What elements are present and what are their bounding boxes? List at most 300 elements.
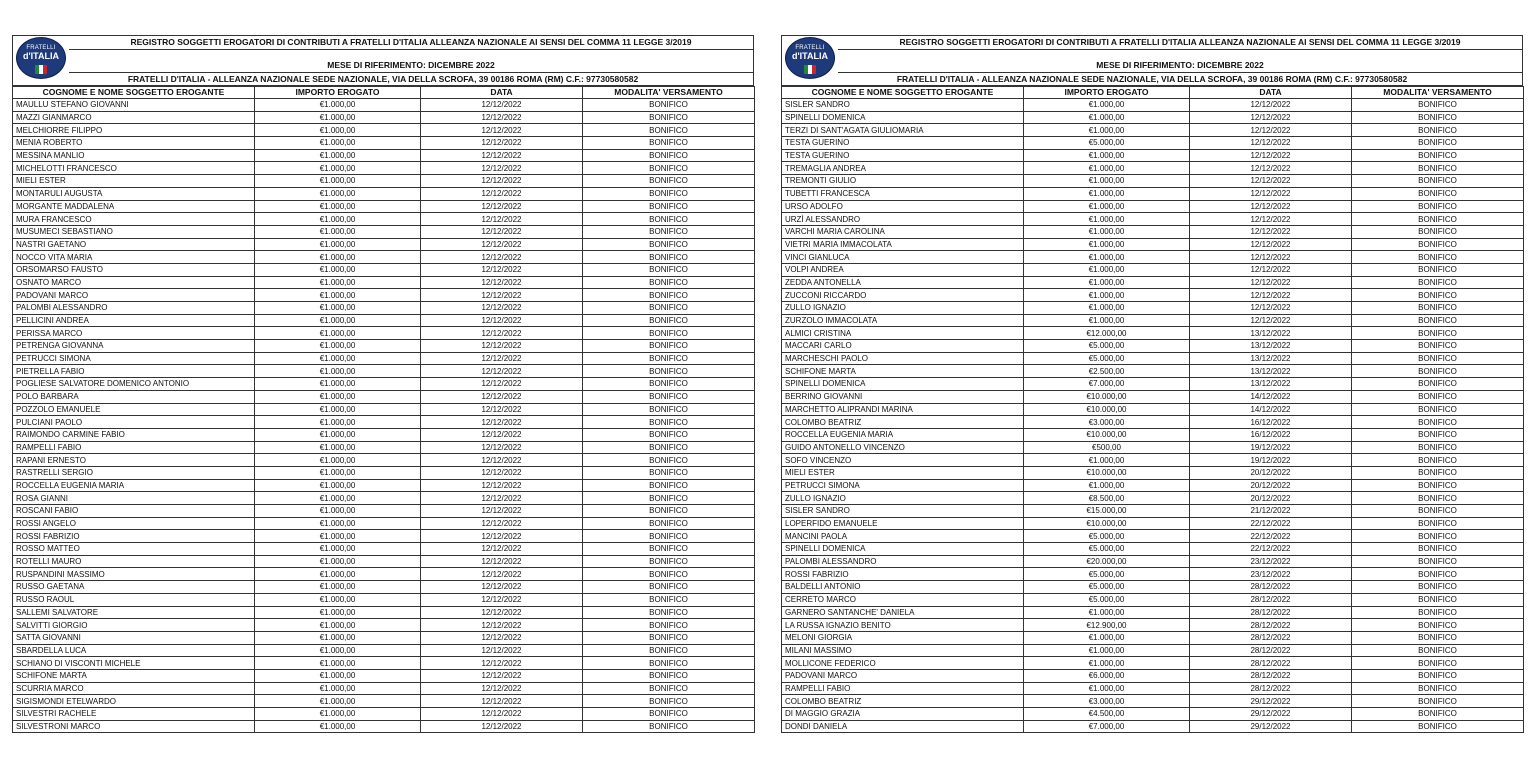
amount-cell: €1.000,00 — [255, 225, 421, 238]
date-cell: 12/12/2022 — [421, 213, 583, 226]
donor-name-cell: ROSSI FABRIZIO — [782, 568, 1024, 581]
donor-name-cell: SBARDELLA LUCA — [13, 644, 255, 657]
payment-mode-cell: BONIFICO — [583, 263, 755, 276]
table-row — [782, 111, 1524, 124]
donor-name-cell: SCHIANO DI VISCONTI MICHELE — [13, 657, 255, 670]
payment-mode-cell: BONIFICO — [583, 657, 755, 670]
fratelli-ditalia-logo — [785, 37, 835, 79]
table-row — [782, 708, 1524, 721]
payment-mode-cell: BONIFICO — [583, 314, 755, 327]
table-row — [782, 175, 1524, 188]
date-cell: 12/12/2022 — [421, 606, 583, 619]
table-row — [782, 669, 1524, 682]
payment-mode-cell: BONIFICO — [1352, 695, 1524, 708]
amount-cell: €1.000,00 — [1024, 238, 1190, 251]
payment-mode-cell: BONIFICO — [583, 428, 755, 441]
payment-mode-cell: BONIFICO — [583, 99, 755, 112]
table-row — [13, 606, 755, 619]
amount-cell: €1.000,00 — [255, 606, 421, 619]
donor-name-cell: PADOVANI MARCO — [782, 669, 1024, 682]
donor-name-cell: POGLIESE SALVATORE DOMENICO ANTONIO — [13, 378, 255, 391]
payment-mode-cell: BONIFICO — [1352, 619, 1524, 632]
table-row — [782, 682, 1524, 695]
register-title: REGISTRO SOGGETTI EROGATORI DI CONTRIBUTI A FRATELLI D'ITALIA ALLEANZA NAZIONALE AI SENSI DEL COMMA 11 LEGGE 3/2019 — [838, 36, 1522, 50]
register-sheet-left — [12, 35, 754, 733]
table-row — [13, 213, 755, 226]
date-cell: 22/12/2022 — [1190, 517, 1352, 530]
amount-cell: €12.000,00 — [1024, 327, 1190, 340]
table-row — [13, 187, 755, 200]
donor-name-cell: MURA FRANCESCO — [13, 213, 255, 226]
amount-cell: €15.000,00 — [1024, 505, 1190, 518]
amount-cell: €1.000,00 — [1024, 175, 1190, 188]
donor-name-cell: SCHIFONE MARTA — [782, 365, 1024, 378]
donor-name-cell: GUIDO ANTONELLO VINCENZO — [782, 441, 1024, 454]
table-row — [13, 403, 755, 416]
donor-name-cell: LA RUSSA IGNAZIO BENITO — [782, 619, 1024, 632]
amount-cell: €1.000,00 — [255, 593, 421, 606]
table-row — [782, 695, 1524, 708]
date-cell: 12/12/2022 — [421, 568, 583, 581]
table-row — [782, 314, 1524, 327]
payment-mode-cell: BONIFICO — [1352, 416, 1524, 429]
date-cell: 12/12/2022 — [1190, 276, 1352, 289]
amount-cell: €1.000,00 — [255, 187, 421, 200]
donor-name-cell: SILVESTRI RACHELE — [13, 708, 255, 721]
donor-name-cell: SIGISMONDI ETELWARDO — [13, 695, 255, 708]
donor-name-cell: SISLER SANDRO — [782, 99, 1024, 112]
table-row — [13, 644, 755, 657]
payment-mode-cell: BONIFICO — [583, 695, 755, 708]
table-row — [13, 708, 755, 721]
donor-name-cell: URZÌ ALESSANDRO — [782, 213, 1024, 226]
payment-mode-cell: BONIFICO — [1352, 213, 1524, 226]
amount-cell: €1.000,00 — [255, 378, 421, 391]
donor-name-cell: TESTA GUERINO — [782, 149, 1024, 162]
table-row — [782, 302, 1524, 315]
date-cell: 22/12/2022 — [1190, 543, 1352, 556]
table-row — [782, 454, 1524, 467]
donor-name-cell: RUSSO RAOUL — [13, 593, 255, 606]
table-row — [13, 657, 755, 670]
amount-cell: €1.000,00 — [255, 555, 421, 568]
payment-mode-cell: BONIFICO — [1352, 162, 1524, 175]
amount-cell: €1.000,00 — [255, 581, 421, 594]
logo-text-bottom: d'ITALIA — [792, 51, 828, 61]
table-row — [13, 505, 755, 518]
register-header — [781, 35, 1523, 86]
payment-mode-cell: BONIFICO — [583, 289, 755, 302]
donor-name-cell: PERISSA MARCO — [13, 327, 255, 340]
payment-mode-cell: BONIFICO — [1352, 505, 1524, 518]
table-row — [13, 454, 755, 467]
table-row — [782, 124, 1524, 137]
donor-name-cell: MARCHESCHI PAOLO — [782, 352, 1024, 365]
amount-cell: €1.000,00 — [1024, 314, 1190, 327]
date-cell: 12/12/2022 — [1190, 225, 1352, 238]
date-cell: 12/12/2022 — [1190, 137, 1352, 150]
table-row — [782, 162, 1524, 175]
amount-cell: €1.000,00 — [255, 454, 421, 467]
donor-name-cell: ROSSI FABRIZIO — [13, 530, 255, 543]
table-row — [782, 720, 1524, 733]
date-cell: 12/12/2022 — [421, 238, 583, 251]
amount-cell: €1.000,00 — [255, 251, 421, 264]
date-cell: 12/12/2022 — [421, 695, 583, 708]
amount-cell: €1.000,00 — [255, 200, 421, 213]
date-cell: 20/12/2022 — [1190, 479, 1352, 492]
payment-mode-cell: BONIFICO — [583, 644, 755, 657]
donor-name-cell: ZURZOLO IMMACOLATA — [782, 314, 1024, 327]
column-header-date: DATA — [1190, 87, 1352, 99]
amount-cell: €1.000,00 — [255, 238, 421, 251]
column-header-mode: MODALITA' VERSAMENTO — [1352, 87, 1524, 99]
date-cell: 12/12/2022 — [421, 657, 583, 670]
amount-cell: €1.000,00 — [255, 657, 421, 670]
payment-mode-cell: BONIFICO — [1352, 555, 1524, 568]
amount-cell: €10.000,00 — [1024, 390, 1190, 403]
table-row — [782, 555, 1524, 568]
payment-mode-cell: BONIFICO — [583, 238, 755, 251]
date-cell: 22/12/2022 — [1190, 530, 1352, 543]
amount-cell: €1.000,00 — [1024, 644, 1190, 657]
table-row — [782, 327, 1524, 340]
date-cell: 12/12/2022 — [421, 124, 583, 137]
table-row — [13, 517, 755, 530]
table-row — [13, 530, 755, 543]
date-cell: 12/12/2022 — [421, 111, 583, 124]
payment-mode-cell: BONIFICO — [583, 403, 755, 416]
party-address: FRATELLI D'ITALIA - ALLEANZA NAZIONALE SEDE NAZIONALE, VIA DELLA SCROFA, 39 00186 ROMA (RM) C.F.: 97730580582 — [782, 73, 1522, 86]
amount-cell: €1.000,00 — [255, 669, 421, 682]
date-cell: 29/12/2022 — [1190, 720, 1352, 733]
payment-mode-cell: BONIFICO — [583, 581, 755, 594]
table-row — [782, 428, 1524, 441]
payment-mode-cell: BONIFICO — [583, 530, 755, 543]
donor-name-cell: RUSPANDINI MASSIMO — [13, 568, 255, 581]
donor-name-cell: ROCCELLA EUGENIA MARIA — [13, 479, 255, 492]
amount-cell: €3.000,00 — [1024, 695, 1190, 708]
donor-name-cell: PADOVANI MARCO — [13, 289, 255, 302]
table-row — [782, 238, 1524, 251]
donor-name-cell: MIELI ESTER — [13, 175, 255, 188]
table-row — [13, 581, 755, 594]
payment-mode-cell: BONIFICO — [583, 606, 755, 619]
amount-cell: €10.000,00 — [1024, 428, 1190, 441]
date-cell: 12/12/2022 — [1190, 238, 1352, 251]
table-row — [782, 403, 1524, 416]
amount-cell: €1.000,00 — [255, 631, 421, 644]
payment-mode-cell: BONIFICO — [583, 327, 755, 340]
donor-name-cell: ROSSI ANGELO — [13, 517, 255, 530]
date-cell: 14/12/2022 — [1190, 403, 1352, 416]
date-cell: 12/12/2022 — [421, 378, 583, 391]
column-header-date: DATA — [421, 87, 583, 99]
date-cell: 12/12/2022 — [421, 644, 583, 657]
table-row — [13, 466, 755, 479]
payment-mode-cell: BONIFICO — [1352, 340, 1524, 353]
amount-cell: €1.000,00 — [255, 416, 421, 429]
payment-mode-cell: BONIFICO — [583, 302, 755, 315]
logo-text-bottom: d'ITALIA — [23, 51, 59, 61]
payment-mode-cell: BONIFICO — [583, 568, 755, 581]
date-cell: 12/12/2022 — [421, 251, 583, 264]
donor-name-cell: OSNATO MARCO — [13, 276, 255, 289]
donor-name-cell: BALDELLI ANTONIO — [782, 581, 1024, 594]
date-cell: 12/12/2022 — [421, 593, 583, 606]
donor-name-cell: MELCHIORRE FILIPPO — [13, 124, 255, 137]
payment-mode-cell: BONIFICO — [583, 111, 755, 124]
payment-mode-cell: BONIFICO — [1352, 530, 1524, 543]
donor-name-cell: PETRUCCI SIMONA — [782, 479, 1024, 492]
amount-cell: €1.000,00 — [1024, 99, 1190, 112]
amount-cell: €1.000,00 — [255, 124, 421, 137]
date-cell: 13/12/2022 — [1190, 378, 1352, 391]
date-cell: 12/12/2022 — [1190, 263, 1352, 276]
payment-mode-cell: BONIFICO — [583, 276, 755, 289]
donor-name-cell: MONTARULI AUGUSTA — [13, 187, 255, 200]
donor-name-cell: POZZOLO EMANUELE — [13, 403, 255, 416]
date-cell: 12/12/2022 — [421, 289, 583, 302]
donor-name-cell: ORSOMARSO FAUSTO — [13, 263, 255, 276]
payment-mode-cell: BONIFICO — [1352, 390, 1524, 403]
amount-cell: €3.000,00 — [1024, 416, 1190, 429]
donor-name-cell: GARNERO SANTANCHE' DANIELA — [782, 606, 1024, 619]
payment-mode-cell: BONIFICO — [1352, 352, 1524, 365]
donor-name-cell: PIETRELLA FABIO — [13, 365, 255, 378]
payment-mode-cell: BONIFICO — [1352, 644, 1524, 657]
date-cell: 12/12/2022 — [421, 352, 583, 365]
table-row — [13, 200, 755, 213]
donor-name-cell: MUSUMECI SEBASTIANO — [13, 225, 255, 238]
amount-cell: €1.000,00 — [255, 162, 421, 175]
donor-name-cell: SPINELLI DOMENICA — [782, 543, 1024, 556]
date-cell: 20/12/2022 — [1190, 466, 1352, 479]
date-cell: 12/12/2022 — [421, 466, 583, 479]
date-cell: 12/12/2022 — [421, 187, 583, 200]
amount-cell: €1.000,00 — [255, 644, 421, 657]
donor-name-cell: ZUCCONI RICCARDO — [782, 289, 1024, 302]
amount-cell: €1.000,00 — [255, 543, 421, 556]
register-title: REGISTRO SOGGETTI EROGATORI DI CONTRIBUTI A FRATELLI D'ITALIA ALLEANZA NAZIONALE AI SENSI DEL COMMA 11 LEGGE 3/2019 — [69, 36, 753, 50]
date-cell: 12/12/2022 — [421, 530, 583, 543]
date-cell: 12/12/2022 — [421, 555, 583, 568]
amount-cell: €1.000,00 — [255, 276, 421, 289]
table-row — [13, 619, 755, 632]
amount-cell: €1.000,00 — [255, 390, 421, 403]
amount-cell: €1.000,00 — [255, 314, 421, 327]
amount-cell: €1.000,00 — [1024, 276, 1190, 289]
table-body — [13, 99, 755, 733]
donor-name-cell: ZULLO IGNAZIO — [782, 492, 1024, 505]
donor-name-cell: MELONI GIORGIA — [782, 631, 1024, 644]
date-cell: 12/12/2022 — [421, 708, 583, 721]
amount-cell: €1.000,00 — [255, 619, 421, 632]
donor-name-cell: ROCCELLA EUGENIA MARIA — [782, 428, 1024, 441]
amount-cell: €1.000,00 — [1024, 225, 1190, 238]
amount-cell: €1.000,00 — [255, 137, 421, 150]
payment-mode-cell: BONIFICO — [1352, 327, 1524, 340]
donor-name-cell: ROSCANI FABIO — [13, 505, 255, 518]
donor-name-cell: PELLICINI ANDREA — [13, 314, 255, 327]
amount-cell: €1.000,00 — [255, 289, 421, 302]
payment-mode-cell: BONIFICO — [1352, 251, 1524, 264]
table-row — [782, 416, 1524, 429]
date-cell: 28/12/2022 — [1190, 606, 1352, 619]
payment-mode-cell: BONIFICO — [583, 682, 755, 695]
payment-mode-cell: BONIFICO — [583, 555, 755, 568]
payment-mode-cell: BONIFICO — [1352, 149, 1524, 162]
payment-mode-cell: BONIFICO — [1352, 289, 1524, 302]
date-cell: 12/12/2022 — [421, 492, 583, 505]
table-row — [13, 302, 755, 315]
table-row — [782, 530, 1524, 543]
amount-cell: €7.000,00 — [1024, 378, 1190, 391]
amount-cell: €1.000,00 — [255, 492, 421, 505]
amount-cell: €1.000,00 — [1024, 162, 1190, 175]
donor-name-cell: ZEDDA ANTONELLA — [782, 276, 1024, 289]
donor-name-cell: POLO BARBARA — [13, 390, 255, 403]
amount-cell: €5.000,00 — [1024, 340, 1190, 353]
table-row — [782, 378, 1524, 391]
date-cell: 28/12/2022 — [1190, 593, 1352, 606]
payment-mode-cell: BONIFICO — [1352, 187, 1524, 200]
table-body — [782, 99, 1524, 733]
table-row — [782, 619, 1524, 632]
payment-mode-cell: BONIFICO — [1352, 492, 1524, 505]
amount-cell: €1.000,00 — [255, 340, 421, 353]
date-cell: 12/12/2022 — [421, 149, 583, 162]
amount-cell: €10.000,00 — [1024, 517, 1190, 530]
amount-cell: €1.000,00 — [255, 441, 421, 454]
donor-name-cell: MAZZI GIANMARCO — [13, 111, 255, 124]
payment-mode-cell: BONIFICO — [1352, 175, 1524, 188]
amount-cell: €1.000,00 — [1024, 606, 1190, 619]
date-cell: 13/12/2022 — [1190, 365, 1352, 378]
payment-mode-cell: BONIFICO — [1352, 682, 1524, 695]
amount-cell: €1.000,00 — [1024, 302, 1190, 315]
payment-mode-cell: BONIFICO — [1352, 593, 1524, 606]
date-cell: 12/12/2022 — [1190, 251, 1352, 264]
donor-name-cell: PETRUCCI SIMONA — [13, 352, 255, 365]
payment-mode-cell: BONIFICO — [583, 416, 755, 429]
donor-name-cell: SOFO VINCENZO — [782, 454, 1024, 467]
date-cell: 28/12/2022 — [1190, 631, 1352, 644]
payment-mode-cell: BONIFICO — [583, 492, 755, 505]
date-cell: 29/12/2022 — [1190, 695, 1352, 708]
payment-mode-cell: BONIFICO — [583, 225, 755, 238]
date-cell: 12/12/2022 — [421, 619, 583, 632]
table-row — [13, 225, 755, 238]
donor-name-cell: ZULLO IGNAZIO — [782, 302, 1024, 315]
logo-text-top: FRATELLI — [26, 45, 56, 51]
date-cell: 16/12/2022 — [1190, 428, 1352, 441]
date-cell: 12/12/2022 — [421, 162, 583, 175]
payment-mode-cell: BONIFICO — [583, 441, 755, 454]
amount-cell: €1.000,00 — [1024, 200, 1190, 213]
amount-cell: €1.000,00 — [255, 213, 421, 226]
payment-mode-cell: BONIFICO — [583, 352, 755, 365]
donor-name-cell: VARCHI MARIA CAROLINA — [782, 225, 1024, 238]
amount-cell: €20.000,00 — [1024, 555, 1190, 568]
column-header-mode: MODALITA' VERSAMENTO — [583, 87, 755, 99]
amount-cell: €1.000,00 — [255, 708, 421, 721]
column-header-amount: IMPORTO EROGATO — [1024, 87, 1190, 99]
table-row — [13, 276, 755, 289]
table-row — [782, 213, 1524, 226]
donor-name-cell: TREMONTI GIULIO — [782, 175, 1024, 188]
table-row — [782, 581, 1524, 594]
date-cell: 13/12/2022 — [1190, 352, 1352, 365]
date-cell: 12/12/2022 — [421, 543, 583, 556]
donors-table — [781, 86, 1524, 733]
donor-name-cell: SALLEMI SALVATORE — [13, 606, 255, 619]
donor-name-cell: MAULLU STEFANO GIOVANNI — [13, 99, 255, 112]
table-row — [13, 289, 755, 302]
donor-name-cell: MESSINA MANLIO — [13, 149, 255, 162]
amount-cell: €1.000,00 — [255, 111, 421, 124]
date-cell: 12/12/2022 — [1190, 124, 1352, 137]
table-row — [13, 479, 755, 492]
payment-mode-cell: BONIFICO — [583, 543, 755, 556]
amount-cell: €1.000,00 — [255, 365, 421, 378]
amount-cell: €5.000,00 — [1024, 530, 1190, 543]
donor-name-cell: LOPERFIDO EMANUELE — [782, 517, 1024, 530]
donor-name-cell: BERRINO GIOVANNI — [782, 390, 1024, 403]
table-header-row — [13, 87, 755, 99]
amount-cell: €1.000,00 — [255, 352, 421, 365]
table-row — [13, 137, 755, 150]
table-header-row — [782, 87, 1524, 99]
amount-cell: €10.000,00 — [1024, 403, 1190, 416]
register-header — [12, 35, 754, 86]
table-row — [13, 543, 755, 556]
logo-text-top: FRATELLI — [795, 45, 825, 51]
column-header-name: COGNOME E NOME SOGGETTO EROGANTE — [13, 87, 255, 99]
payment-mode-cell: BONIFICO — [1352, 302, 1524, 315]
table-row — [782, 137, 1524, 150]
date-cell: 23/12/2022 — [1190, 568, 1352, 581]
payment-mode-cell: BONIFICO — [1352, 99, 1524, 112]
payment-mode-cell: BONIFICO — [1352, 606, 1524, 619]
payment-mode-cell: BONIFICO — [1352, 479, 1524, 492]
table-row — [782, 479, 1524, 492]
amount-cell: €1.000,00 — [255, 428, 421, 441]
donor-name-cell: PULCIANI PAOLO — [13, 416, 255, 429]
date-cell: 13/12/2022 — [1190, 327, 1352, 340]
date-cell: 12/12/2022 — [421, 517, 583, 530]
date-cell: 28/12/2022 — [1190, 619, 1352, 632]
table-row — [13, 327, 755, 340]
payment-mode-cell: BONIFICO — [583, 213, 755, 226]
amount-cell: €1.000,00 — [1024, 149, 1190, 162]
payment-mode-cell: BONIFICO — [583, 187, 755, 200]
table-row — [782, 200, 1524, 213]
amount-cell: €7.000,00 — [1024, 720, 1190, 733]
payment-mode-cell: BONIFICO — [583, 200, 755, 213]
amount-cell: €1.000,00 — [255, 175, 421, 188]
amount-cell: €1.000,00 — [1024, 111, 1190, 124]
payment-mode-cell: BONIFICO — [1352, 543, 1524, 556]
date-cell: 12/12/2022 — [421, 428, 583, 441]
date-cell: 28/12/2022 — [1190, 669, 1352, 682]
amount-cell: €1.000,00 — [255, 403, 421, 416]
donor-name-cell: PETRENGA GIOVANNA — [13, 340, 255, 353]
donor-name-cell: ROTELLI MAURO — [13, 555, 255, 568]
table-row — [13, 124, 755, 137]
date-cell: 12/12/2022 — [1190, 149, 1352, 162]
payment-mode-cell: BONIFICO — [583, 593, 755, 606]
